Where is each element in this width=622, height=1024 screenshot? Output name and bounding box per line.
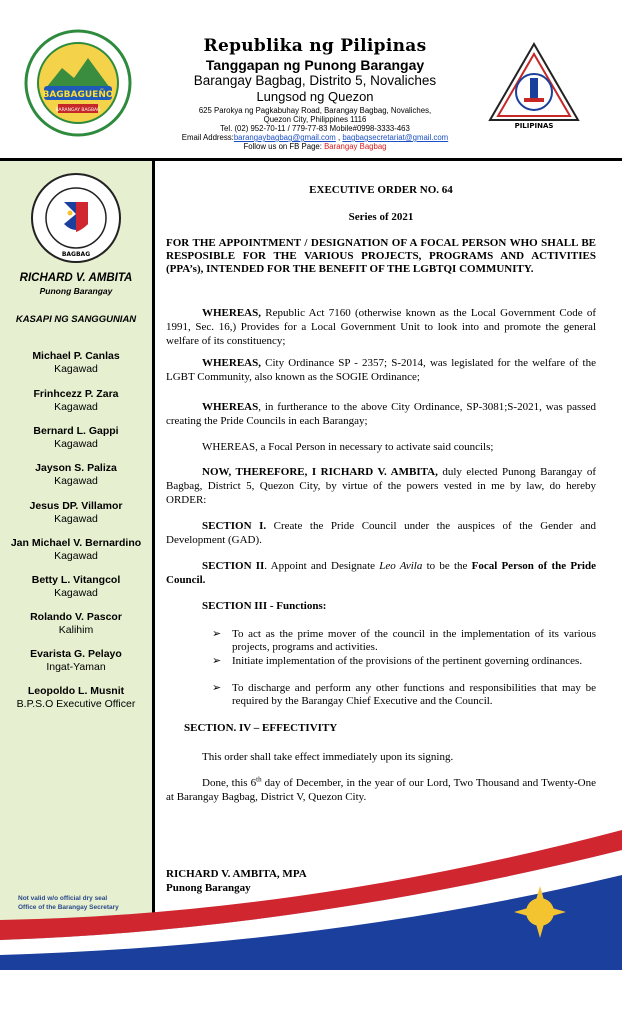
member-name: Jesus DP. Villamor bbox=[29, 500, 123, 512]
email-link-2[interactable]: bagbagsecretariat@gmail.com bbox=[342, 133, 449, 142]
focal-person-name: Leo Avila bbox=[379, 560, 423, 572]
email-line bbox=[150, 133, 480, 142]
council-heading: KASAPI NG SANGGUNIAN bbox=[15, 314, 137, 325]
section-2-label: SECTION II bbox=[202, 560, 265, 572]
section-1-label: SECTION I. bbox=[202, 520, 267, 532]
function-text: To act as the prime mover of the council in the implementation of its various projects, programs and activities. bbox=[232, 628, 596, 653]
office-heading: Tanggapan ng Punong Barangay bbox=[205, 57, 425, 73]
punong-barangay-seal bbox=[30, 172, 122, 264]
note-line-1: Not valid w/o official dry seal bbox=[18, 895, 108, 902]
facebook-label: Follow us on FB Page: bbox=[243, 142, 325, 151]
member-role: Kagawad bbox=[54, 550, 98, 562]
facebook-page-link[interactable]: Barangay Bagbag bbox=[324, 142, 387, 151]
whereas-label: WHEREAS, bbox=[202, 307, 261, 319]
section-1-paragraph bbox=[166, 519, 596, 547]
member-name: Betty L. Vitangcol bbox=[31, 574, 121, 586]
member-role: Kalihim bbox=[58, 624, 94, 636]
member-name: Bernard L. Gappi bbox=[33, 425, 119, 437]
whereas-paragraph-3 bbox=[166, 400, 596, 428]
member-role: Kagawad bbox=[54, 475, 98, 487]
member-name: Frinhcezz P. Zara bbox=[33, 388, 119, 400]
order-title: EXECUTIVE ORDER NO. 64 bbox=[309, 184, 453, 196]
whereas-label: WHEREAS bbox=[202, 401, 259, 413]
signatory-name: RICHARD V. AMBITA, MPA bbox=[166, 868, 307, 880]
function-item bbox=[212, 682, 596, 708]
done-text: Done, this 6 bbox=[202, 777, 257, 789]
member-role: Ingat-Yaman bbox=[46, 661, 106, 673]
member-name: Jayson S. Paliza bbox=[35, 462, 117, 474]
whereas-paragraph-4: WHEREAS, a Focal Person in necessary to activate said councils; bbox=[202, 441, 494, 453]
member-role: Kagawad bbox=[54, 513, 98, 525]
now-therefore-paragraph bbox=[166, 465, 596, 507]
order-series: Series of 2021 bbox=[348, 211, 414, 223]
svg-text:BARANGAY BAGBAG: BARANGAY BAGBAG bbox=[55, 108, 101, 113]
signatory-role: Punong Barangay bbox=[166, 882, 251, 894]
republic-heading: Republika ng Pilipinas bbox=[203, 36, 427, 56]
whereas-label: WHEREAS, bbox=[202, 357, 261, 369]
whereas-text: Republic Act 7160 (otherwise known as the Local Government Code of 1991, Sec. 16,) Provides for a Local Government Unit to look into and promote the general welfare of its constituency; bbox=[166, 307, 596, 347]
order-subject: FOR THE APPOINTMENT / DESIGNATION OF A FOCAL PERSON WHO SHALL BE RESPOSIBLE FOR THE VARIOUS PROJECTS, PROGRAMS AND ACTIVITIES (PPA’s), INTENDED FOR THE BENEFIT OF THE LGBTQI COMMUNITY. bbox=[166, 237, 596, 275]
member-role: Kagawad bbox=[54, 401, 98, 413]
section-1-text: Create the Pride Council under the auspices of the Gender and Development (GAD). bbox=[166, 520, 597, 546]
section-2-paragraph bbox=[166, 559, 596, 587]
member-name: Rolando V. Pascor bbox=[30, 611, 122, 623]
ordinal-suffix: th bbox=[256, 775, 262, 784]
arrow-bullet-icon: ➢ bbox=[212, 655, 222, 667]
member-role: Kagawad bbox=[54, 438, 98, 450]
barangay-bagbag-logo bbox=[18, 28, 138, 138]
barangay-heading: Barangay Bagbag, Distrito 5, Novaliches bbox=[193, 73, 437, 88]
address-line-1: 625 Parokya ng Pagkabuhay Road, Barangay Bagbag, Novaliches, bbox=[198, 106, 432, 115]
function-text: To discharge and perform any other functions and responsibilities that may be required by the Barangay Chief Executive and the Council. bbox=[232, 682, 596, 707]
whereas-text: City Ordinance SP - 2357; S-2014, was legislated for the welfare of the LGBT Community, also known as the SOGIE Ordinance; bbox=[166, 357, 596, 383]
quezon-city-seal bbox=[486, 40, 582, 132]
section-3-heading: SECTION III - Functions: bbox=[202, 600, 327, 612]
email-label: Email Address: bbox=[181, 133, 234, 142]
member-role: B.P.S.O Executive Officer bbox=[16, 698, 136, 710]
svg-text:BAGBAG: BAGBAG bbox=[61, 251, 91, 258]
function-item bbox=[212, 628, 596, 654]
dry-seal-note bbox=[18, 894, 119, 912]
whereas-paragraph-1 bbox=[166, 306, 596, 348]
svg-text:PILIPINAS: PILIPINAS bbox=[514, 122, 554, 130]
now-therefore-label: NOW, THEREFORE, I RICHARD V. AMBITA, bbox=[202, 466, 438, 478]
telephone-line: Tel. (02) 952-70-11 / 779-77-83 Mobile#0998-3333-463 bbox=[220, 124, 410, 133]
section-4-heading: SECTION. IV – EFFECTIVITY bbox=[184, 722, 338, 734]
email-separator: , bbox=[335, 133, 341, 142]
captain-role: Punong Barangay bbox=[39, 286, 113, 296]
facebook-line bbox=[150, 142, 480, 151]
effectivity-paragraph: This order shall take effect immediately upon its signing. bbox=[202, 751, 454, 763]
function-text: Initiate implementation of the provisions of the pertinent governing ordinances. bbox=[232, 655, 583, 667]
member-name: Jan Michael V. Bernardino bbox=[10, 537, 142, 549]
function-item bbox=[212, 655, 596, 668]
arrow-bullet-icon: ➢ bbox=[212, 628, 222, 640]
arrow-bullet-icon: ➢ bbox=[212, 682, 222, 694]
captain-name: RICHARD V. AMBITA bbox=[19, 272, 133, 284]
member-role: Kagawad bbox=[54, 363, 98, 375]
focal-person-title: Focal Person of the Pride Council. bbox=[166, 560, 596, 586]
whereas-paragraph-2 bbox=[166, 356, 596, 384]
done-paragraph bbox=[166, 776, 596, 804]
email-link-1[interactable]: barangaybagbag@gmail.com bbox=[233, 133, 336, 142]
address-line-2: Quezon City, Philippines 1116 bbox=[263, 115, 367, 124]
member-name: Michael P. Canlas bbox=[32, 350, 120, 362]
now-therefore-text: duly elected Punong Barangay of Bagbag, District 5, Quezon City, by virtue of the powers vested in me by law, do hereby ORDER: bbox=[166, 466, 596, 506]
whereas-text: , in furtherance to the above City Ordinance, SP-3081;S-2021, was passed creating the Pride Councils in each Barangay; bbox=[166, 401, 596, 427]
section-2-text: . Appoint and Designate bbox=[264, 560, 380, 572]
letterhead bbox=[0, 0, 622, 160]
svg-text:BAGBAGUEÑO: BAGBAGUEÑO bbox=[42, 90, 114, 100]
city-heading: Lungsod ng Quezon bbox=[256, 89, 374, 104]
section-2-text: to be the bbox=[422, 560, 472, 572]
member-name: Leopoldo L. Musnit bbox=[27, 685, 125, 697]
done-text: day of December, in the year of our Lord, Two Thousand and Twenty-One at Barangay Bagbag, District V, Quezon City. bbox=[166, 777, 596, 803]
member-role: Kagawad bbox=[54, 587, 98, 599]
member-name: Evarista G. Pelayo bbox=[30, 648, 122, 660]
note-line-2: Office of the Barangay Secretary bbox=[18, 904, 119, 911]
